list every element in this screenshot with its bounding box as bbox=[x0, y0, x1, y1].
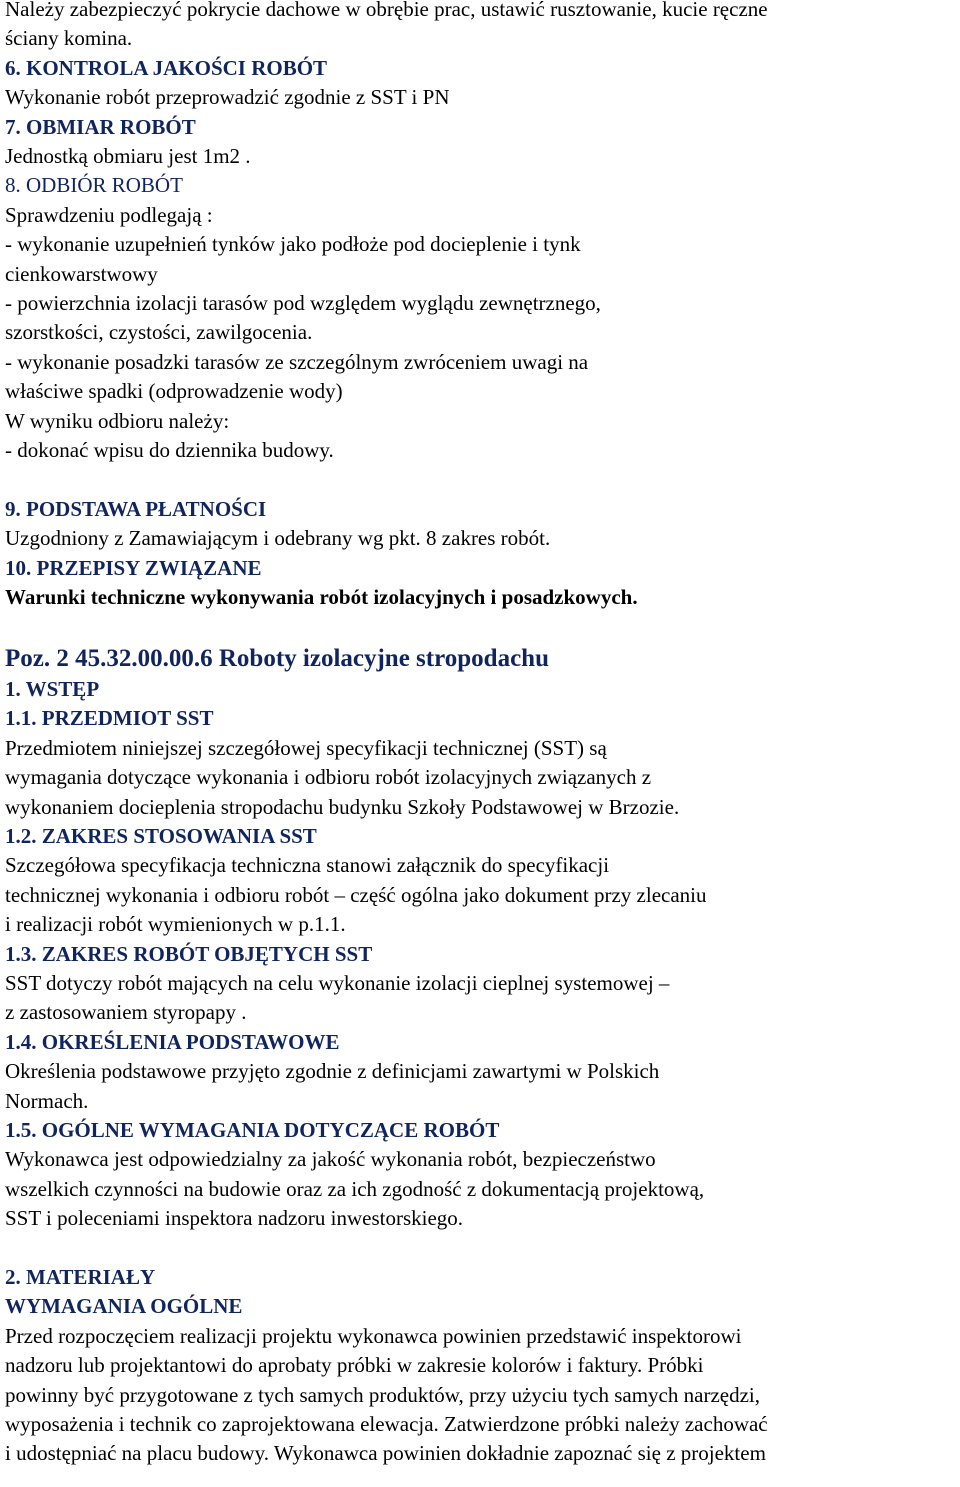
paragraph-line: z zastosowaniem styropapy . bbox=[5, 1000, 247, 1025]
section-heading: 2. MATERIAŁY bbox=[5, 1265, 156, 1290]
paragraph-line: wykonaniem docieplenia stropodachu budynku Szkoły Podstawowej w Brzozie. bbox=[5, 794, 680, 819]
bold-reference-line: Warunki techniczne wykonywania robót izolacyjnych i posadzkowych. bbox=[5, 585, 638, 610]
section-heading: 1.3. ZAKRES ROBÓT OBJĘTYCH SST bbox=[5, 941, 373, 966]
paragraph-line: Przedmiotem niniejszej szczegółowej specyfikacji technicznej (SST) są bbox=[5, 735, 607, 760]
section-heading: 1.5. OGÓLNE WYMAGANIA DOTYCZĄCE ROBÓT bbox=[5, 1118, 500, 1142]
paragraph-line: Należy zabezpieczyć pokrycie dachowe w obrębie prac, ustawić rusztowanie, kucie ręczne bbox=[5, 0, 768, 21]
paragraph-line: właściwe spadki (odprowadzenie wody) bbox=[5, 379, 343, 404]
paragraph-line: wyposażenia i technik co zaprojektowana elewacja. Zatwierdzone próbki należy zachować bbox=[5, 1412, 768, 1437]
paragraph-line: i udostępniać na placu budowy. Wykonawca powinien dokładnie zapoznać się z projektem bbox=[5, 1441, 766, 1466]
blank-line bbox=[5, 613, 960, 642]
section-heading: 8. ODBIÓR ROBÓT bbox=[5, 173, 183, 198]
section-heading: 9. PODSTAWA PŁATNOŚCI bbox=[5, 496, 267, 521]
section-heading: 10. PRZEPISY ZWIĄZANE bbox=[5, 555, 262, 580]
paragraph-line: - dokonać wpisu do dziennika budowy. bbox=[5, 438, 334, 463]
paragraph-line: powinny być przygotowane z tych samych produktów, przy użyciu tych samych narzędzi, bbox=[5, 1382, 760, 1407]
paragraph-line: cienkowarstwowy bbox=[5, 261, 158, 286]
paragraph-line: - wykonanie posadzki tarasów ze szczególnym zwróceniem uwagi na bbox=[5, 349, 589, 374]
position-title: Poz. 2 45.32.00.00.6 Roboty izolacyjne stropodachu bbox=[5, 644, 549, 672]
blank-line bbox=[5, 1234, 960, 1263]
paragraph-line: Normach. bbox=[5, 1088, 89, 1113]
section-heading: 1. WSTĘP bbox=[5, 676, 100, 701]
paragraph-line: nadzoru lub projektantowi do aprobaty próbki w zakresie kolorów i faktury. Próbki bbox=[5, 1353, 704, 1378]
paragraph-line: technicznej wykonania i odbioru robót – część ogólna jako dokument przy zlecaniu bbox=[5, 882, 707, 907]
paragraph-line: i realizacji robót wymienionych w p.1.1. bbox=[5, 912, 346, 937]
section-heading: 1.4. OKREŚLENIA PODSTAWOWE bbox=[5, 1029, 340, 1054]
section-heading: 1.2. ZAKRES STOSOWANIA SST bbox=[5, 823, 317, 848]
blank-line bbox=[5, 466, 960, 495]
paragraph-line: Jednostką obmiaru jest 1m2 . bbox=[5, 144, 251, 169]
paragraph-line: wymagania dotyczące wykonania i odbioru robót izolacyjnych związanych z bbox=[5, 765, 652, 790]
paragraph-line: Przed rozpoczęciem realizacji projektu wykonawca powinien przedstawić inspektorowi bbox=[5, 1323, 742, 1348]
document-page bbox=[5, 0, 960, 1469]
paragraph-line: Wykonawca jest odpowiedzialny za jakość wykonania robót, bezpieczeństwo bbox=[5, 1147, 656, 1172]
paragraph-line: - powierzchnia izolacji tarasów pod względem wyglądu zewnętrznego, bbox=[5, 291, 601, 316]
section-heading: 1.1. PRZEDMIOT SST bbox=[5, 706, 214, 731]
paragraph-line: W wyniku odbioru należy: bbox=[5, 408, 230, 433]
paragraph-line: - wykonanie uzupełnień tynków jako podłoże pod docieplenie i tynk bbox=[5, 232, 581, 257]
paragraph-line: szorstkości, czystości, zawilgocenia. bbox=[5, 320, 313, 345]
paragraph-line: Uzgodniony z Zamawiającym i odebrany wg pkt. 8 zakres robót. bbox=[5, 526, 551, 551]
paragraph-line: Sprawdzeniu podlegają : bbox=[5, 202, 213, 227]
section-heading: 6. KONTROLA JAKOŚCI ROBÓT bbox=[5, 55, 328, 80]
paragraph-line: Wykonanie robót przeprowadzić zgodnie z SST i PN bbox=[5, 85, 450, 110]
paragraph-line: wszelkich czynności na budowie oraz za ich zgodność z dokumentacją projektową, bbox=[5, 1176, 705, 1201]
paragraph-line: SST i poleceniami inspektora nadzoru inwestorskiego. bbox=[5, 1206, 464, 1231]
paragraph-line: Szczegółowa specyfikacja techniczna stanowi załącznik do specyfikacji bbox=[5, 853, 610, 878]
paragraph-line: ściany komina. bbox=[5, 26, 133, 51]
paragraph-line: SST dotyczy robót mających na celu wykonanie izolacji cieplnej systemowej – bbox=[5, 970, 670, 995]
paragraph-line: Określenia podstawowe przyjęto zgodnie z definicjami zawartymi w Polskich bbox=[5, 1059, 660, 1084]
section-heading: 7. OBMIAR ROBÓT bbox=[5, 114, 196, 139]
section-heading: WYMAGANIA OGÓLNE bbox=[5, 1294, 243, 1319]
